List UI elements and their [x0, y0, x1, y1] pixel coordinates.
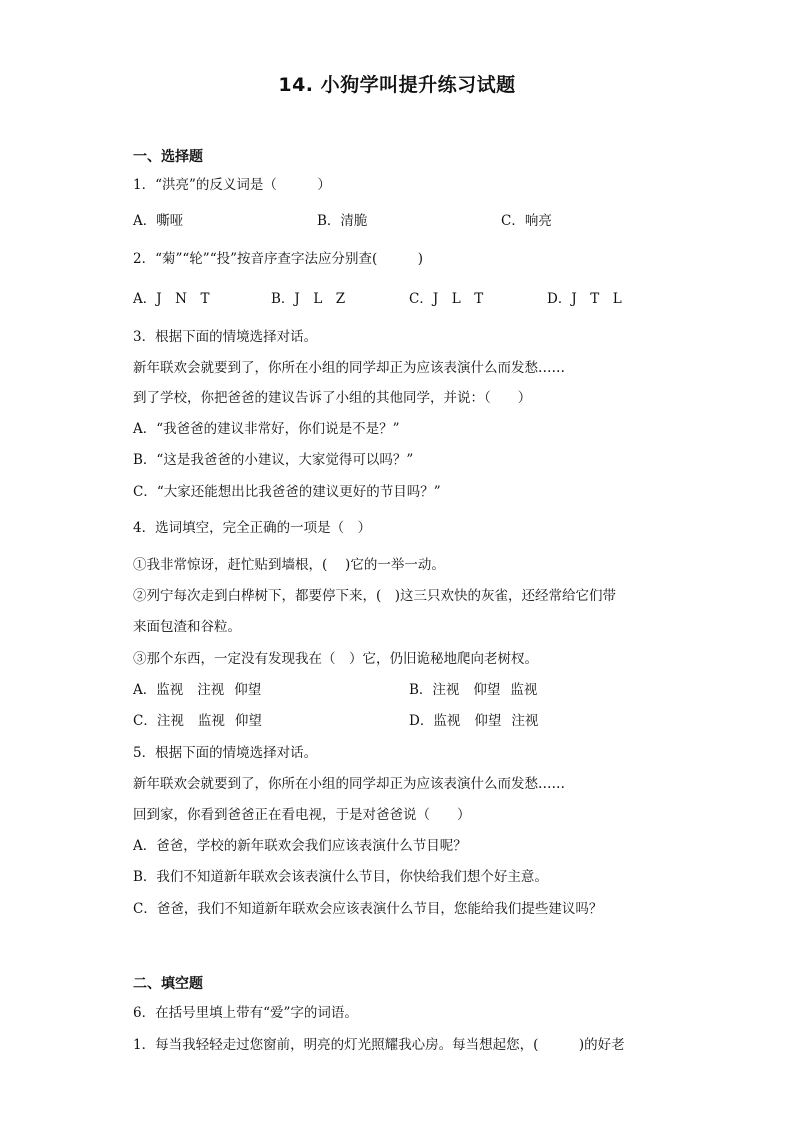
question-6-stem: 6．在括号里填上带有“爱”字的词语。: [133, 1005, 358, 1021]
question-5-context-1: 新年联欢会就要到了，你所在小组的同学却正为应该表演什么而发愁……: [133, 776, 565, 792]
question-4-option-a: A．监视 注视 仰望: [133, 682, 262, 698]
page-title: 14. 小狗学叫提升练习试题: [278, 74, 516, 96]
question-3-option-a: A．“我爸爸的建议非常好，你们说是不是？”: [133, 421, 400, 437]
question-4-sentence-1: ①我非常惊讶，赶忙贴到墙根，( )它的一举一动。: [133, 557, 445, 573]
question-2-option-a: A．J N T: [133, 291, 210, 307]
question-2-option-d: D．J T L: [547, 291, 622, 307]
question-3-option-c: C．“大家还能想出比我爸爸的建议更好的节目吗？”: [133, 484, 441, 500]
question-1-option-a: A．嘶哑: [133, 213, 184, 229]
question-5-option-a: A．爸爸，学校的新年联欢会我们应该表演什么节目呢？: [133, 838, 467, 854]
question-3-stem: 3．根据下面的情境选择对话。: [133, 329, 318, 345]
question-1-option-b: B．清脆: [317, 213, 368, 229]
question-3-context-1: 新年联欢会就要到了，你所在小组的同学却正为应该表演什么而发愁……: [133, 360, 565, 376]
question-2-stem: 2．“菊”“轮”“投”按音序查字法应分别查( ): [133, 251, 424, 267]
question-1-stem: 1．“洪亮”的反义词是（ ）: [133, 177, 331, 193]
question-5-option-c: C．爸爸，我们不知道新年联欢会应该表演什么节目，您能给我们提些建议吗？: [133, 901, 603, 917]
question-3-context-2: 到了学校，你把爸爸的建议告诉了小组的其他同学，并说：（ ）: [133, 390, 532, 406]
question-3-option-b: B．“这是我爸爸的小建议，大家觉得可以吗？”: [133, 452, 414, 468]
question-4-option-c: C．注视 监视 仰望: [133, 713, 262, 729]
question-4-sentence-2-continued: 来面包渣和谷粒。: [133, 619, 241, 635]
section-heading-fill-blank: 二、填空题: [133, 976, 203, 992]
question-2-option-c: C．J L T: [409, 291, 484, 307]
question-5-stem: 5．根据下面的情境选择对话。: [133, 745, 318, 761]
question-2-option-b: B．J L Z: [271, 291, 346, 307]
question-1-option-c: C．响亮: [501, 213, 552, 229]
section-heading-choice: 一、选择题: [133, 149, 203, 165]
question-4-stem: 4．选词填空，完全正确的一项是（ ）: [133, 520, 372, 536]
question-4-option-b: B．注视 仰望 监视: [409, 682, 538, 698]
question-4-option-d: D．监视 仰望 注视: [409, 713, 539, 729]
question-6-sentence-1: 1．每当我轻轻走过您窗前，明亮的灯光照耀我心房。每当想起您，( )的好老: [133, 1037, 625, 1053]
question-5-context-2: 回到家，你看到爸爸正在看电视，于是对爸爸说（ ）: [133, 807, 471, 823]
question-4-sentence-3: ③那个东西，一定没有发现我在（ ）它，仍旧诡秘地爬向老树杈。: [133, 651, 538, 667]
question-5-option-b: B．我们不知道新年联欢会该表演什么节目，你快给我们想个好主意。: [133, 869, 548, 885]
question-4-sentence-2: ②列宁每次走到白桦树下，都要停下来，( )这三只欢快的灰雀，还经常给它们带: [133, 588, 617, 604]
